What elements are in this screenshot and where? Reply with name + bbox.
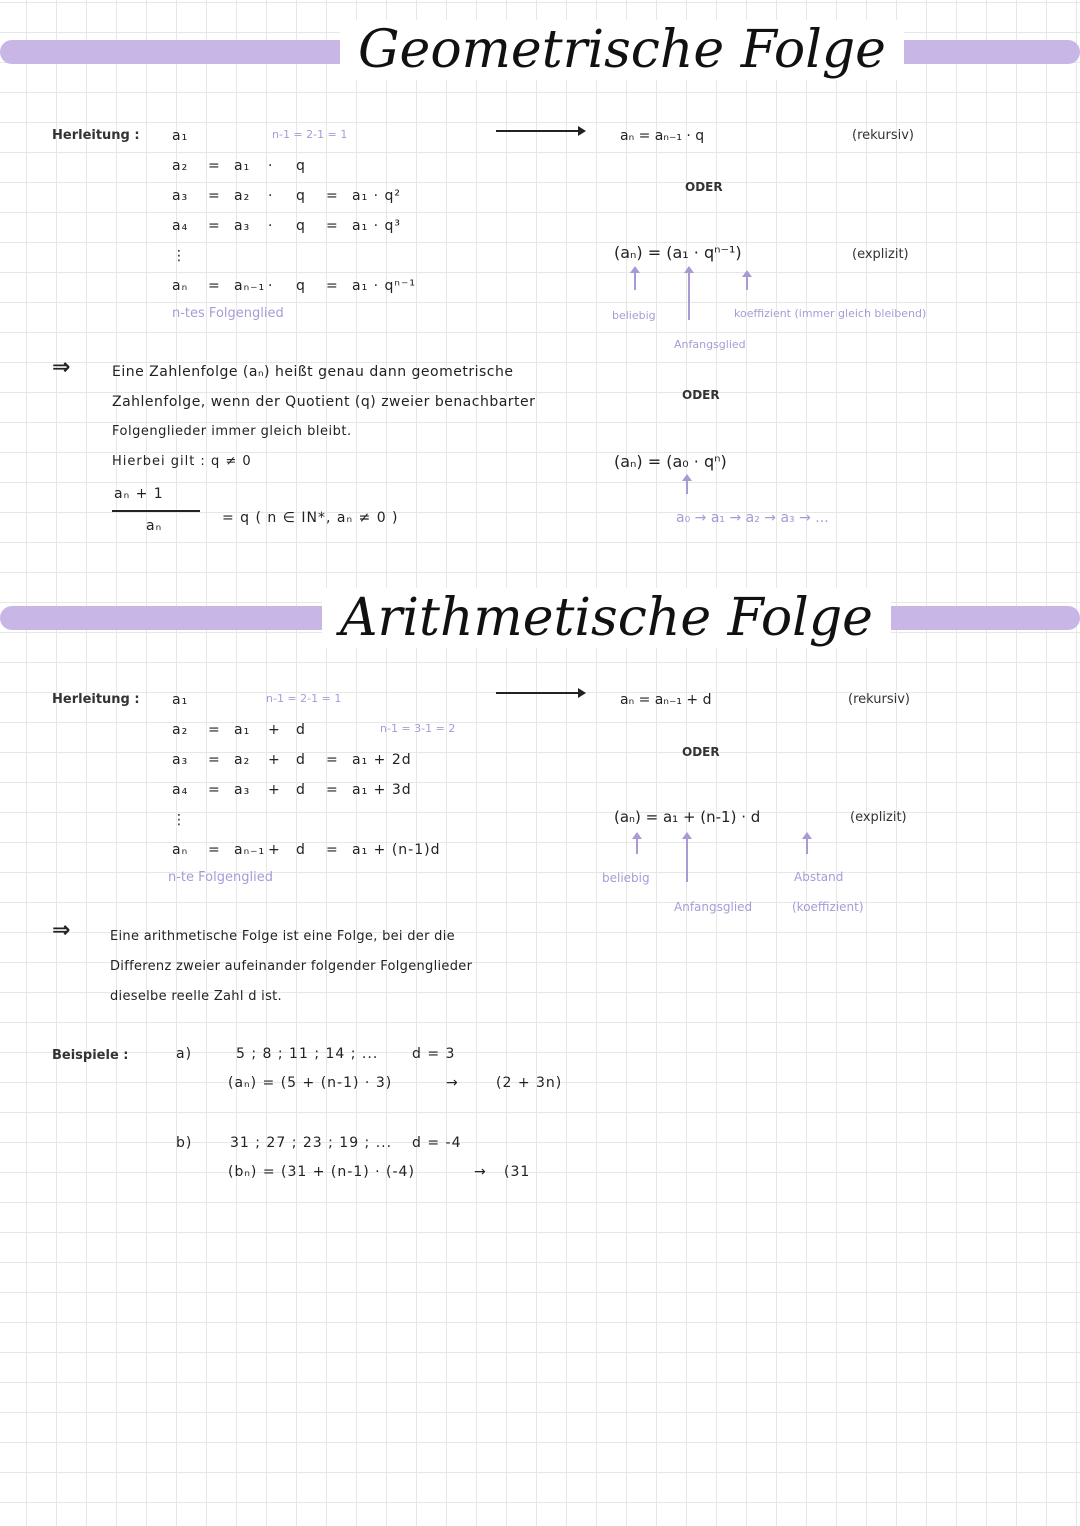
fraction-numerator: aₙ + 1 bbox=[114, 486, 164, 502]
arith-cell-r1-c2: a₁ bbox=[234, 722, 251, 738]
note-beliebig: beliebig bbox=[612, 309, 656, 322]
definition-line-3: Folgenglieder immer gleich bleibt. bbox=[112, 424, 352, 439]
geo-cell-r1-c2: a₁ bbox=[234, 158, 251, 174]
derivation-arrow bbox=[496, 130, 584, 132]
arith-cell-r5-c3: + bbox=[268, 842, 281, 858]
note-beliebig-2: beliebig bbox=[602, 871, 650, 885]
geo-cell-r3-c1: = bbox=[208, 218, 221, 234]
example-a-label: a) bbox=[176, 1046, 193, 1062]
arrow-a0 bbox=[686, 480, 688, 494]
arith-cell-r5-c4: d bbox=[296, 842, 306, 858]
herleitung-label: Herleitung : bbox=[52, 128, 140, 143]
geo-cell-r5-c5: = bbox=[326, 278, 339, 294]
example-a-formula: (aₙ) = (5 + (n-1) · 3) bbox=[228, 1075, 393, 1091]
arith-cell-r5-c0: aₙ bbox=[172, 842, 189, 858]
note-koeffizient-2: (koeffizient) bbox=[792, 900, 864, 914]
geo-cell-r0-c0: a₁ bbox=[172, 128, 189, 144]
oder-2: ODER bbox=[682, 388, 720, 402]
arith-cell-r2-c2: a₂ bbox=[234, 752, 251, 768]
nth-term-note: n-tes Folgenglied bbox=[172, 306, 284, 321]
index-note-2: n-1 = 3-1 = 2 bbox=[380, 722, 456, 735]
geo-cell-r3-c5: = bbox=[326, 218, 339, 234]
geo-cell-r3-c4: q bbox=[296, 218, 306, 234]
arith-cell-r1-c1: = bbox=[208, 722, 221, 738]
section-title-geometric: Geometrische Folge bbox=[340, 20, 904, 80]
arith-cell-r3-c4: d bbox=[296, 782, 306, 798]
recursive-label-2: (rekursiv) bbox=[848, 692, 910, 707]
geo-cell-r5-c3: · bbox=[268, 278, 274, 294]
arith-cell-r5-c5: = bbox=[326, 842, 339, 858]
geo-cell-r2-c4: q bbox=[296, 188, 306, 204]
arith-definition-line-1: Eine arithmetische Folge ist eine Folge, bei der die bbox=[110, 929, 455, 944]
arith-cell-r1-c4: d bbox=[296, 722, 306, 738]
implies-icon-2: ⇒ bbox=[52, 918, 71, 943]
derivation-arrow-2 bbox=[496, 692, 584, 694]
geo-cell-r5-c1: = bbox=[208, 278, 221, 294]
example-b-arrow: → bbox=[474, 1164, 487, 1180]
title-band-left-2 bbox=[0, 606, 340, 630]
definition-line-2: Zahlenfolge, wenn der Quotient (q) zweier benachbarter bbox=[112, 394, 536, 410]
example-b-d: d = -4 bbox=[412, 1135, 462, 1151]
arith-cell-r4-c0: ⋮ bbox=[172, 812, 187, 828]
geo-cell-r3-c3: · bbox=[268, 218, 274, 234]
geo-cell-r2-c3: · bbox=[268, 188, 274, 204]
arrow-anfangsglied-2 bbox=[686, 838, 688, 882]
fraction-rhs: = q ( n ∈ IN*, aₙ ≠ 0 ) bbox=[222, 510, 399, 526]
arith-definition-line-2: Differenz zweier aufeinander folgender Folgenglieder bbox=[110, 959, 473, 974]
arrow-koeffizient bbox=[746, 276, 748, 290]
arith-cell-r3-c0: a₄ bbox=[172, 782, 189, 798]
arith-cell-r3-c6: a₁ + 3d bbox=[352, 782, 412, 798]
arith-cell-r2-c4: d bbox=[296, 752, 306, 768]
example-b-result: (31 bbox=[504, 1164, 531, 1180]
recursive-label: (rekursiv) bbox=[852, 128, 914, 143]
oder-1: ODER bbox=[685, 180, 723, 194]
geo-cell-r5-c6: a₁ · qⁿ⁻¹ bbox=[352, 278, 417, 294]
nth-term-note-2: n-te Folgenglied bbox=[168, 870, 273, 885]
arith-cell-r5-c6: a₁ + (n-1)d bbox=[352, 842, 441, 858]
explicit-label: (explizit) bbox=[852, 247, 909, 262]
geo-cell-r3-c0: a₄ bbox=[172, 218, 189, 234]
recursive-formula: aₙ = aₙ₋₁ · q bbox=[620, 128, 705, 144]
arrow-anfangsglied bbox=[688, 272, 690, 320]
geo-cell-r5-c4: q bbox=[296, 278, 306, 294]
geo-cell-r3-c2: a₃ bbox=[234, 218, 251, 234]
arrow-abstand bbox=[806, 838, 808, 854]
index-note-1: n-1 = 2-1 = 1 bbox=[266, 692, 342, 705]
example-b-label: b) bbox=[176, 1135, 193, 1151]
fraction-denominator: aₙ bbox=[146, 518, 163, 534]
explicit-formula: (aₙ) = (a₁ · qⁿ⁻¹) bbox=[614, 243, 742, 262]
geo-cell-r1-c4: q bbox=[296, 158, 306, 174]
arrow-beliebig-2 bbox=[636, 838, 638, 854]
title-band-left bbox=[0, 40, 360, 64]
arith-cell-r1-c3: + bbox=[268, 722, 281, 738]
note-anfangsglied-2: Anfangsglied bbox=[674, 900, 753, 914]
geo-cell-r2-c0: a₃ bbox=[172, 188, 189, 204]
arith-cell-r2-c3: + bbox=[268, 752, 281, 768]
section-title-arithmetic: Arithmetische Folge bbox=[322, 588, 891, 648]
arith-cell-r3-c5: = bbox=[326, 782, 339, 798]
note-abstand: Abstand bbox=[794, 870, 844, 884]
geo-cell-r5-c2: aₙ₋₁ bbox=[234, 278, 266, 294]
note-anfangsglied: Anfangsglied bbox=[674, 338, 746, 351]
geo-cell-r1-c0: a₂ bbox=[172, 158, 189, 174]
example-b-sequence: 31 ; 27 ; 23 ; 19 ; ... bbox=[230, 1135, 393, 1151]
arith-cell-r5-c1: = bbox=[208, 842, 221, 858]
example-a-result: (2 + 3n) bbox=[496, 1075, 563, 1091]
index-note: n-1 = 2-1 = 1 bbox=[272, 128, 348, 141]
geo-cell-r1-c1: = bbox=[208, 158, 221, 174]
definition-line-1: Eine Zahlenfolge (aₙ) heißt genau dann geometrische bbox=[112, 364, 514, 380]
explicit-label-2: (explizit) bbox=[850, 810, 907, 825]
geo-cell-r2-c5: = bbox=[326, 188, 339, 204]
arith-cell-r2-c0: a₃ bbox=[172, 752, 189, 768]
example-a-arrow: → bbox=[446, 1075, 459, 1091]
arith-cell-r0-c0: a₁ bbox=[172, 692, 189, 708]
beispiele-label: Beispiele : bbox=[52, 1048, 129, 1063]
sequence-note: a₀ → a₁ → a₂ → a₃ → ... bbox=[676, 510, 829, 526]
example-a-d: d = 3 bbox=[412, 1046, 456, 1062]
geo-cell-r4-c0: ⋮ bbox=[172, 248, 187, 264]
arith-cell-r5-c2: aₙ₋₁ bbox=[234, 842, 266, 858]
herleitung-label-2: Herleitung : bbox=[52, 692, 140, 707]
geo-cell-r2-c6: a₁ · q² bbox=[352, 188, 402, 204]
arith-cell-r2-c6: a₁ + 2d bbox=[352, 752, 412, 768]
geo-cell-r5-c0: aₙ bbox=[172, 278, 189, 294]
explicit-formula-3: (aₙ) = a₁ + (n-1) · d bbox=[614, 808, 761, 826]
recursive-formula-2: aₙ = aₙ₋₁ + d bbox=[620, 692, 712, 708]
example-a-sequence: 5 ; 8 ; 11 ; 14 ; ... bbox=[236, 1046, 379, 1062]
arith-cell-r1-c0: a₂ bbox=[172, 722, 189, 738]
fraction-bar bbox=[112, 510, 200, 512]
arith-cell-r3-c3: + bbox=[268, 782, 281, 798]
example-b-formula: (bₙ) = (31 + (n-1) · (-4) bbox=[228, 1164, 415, 1180]
implies-icon: ⇒ bbox=[52, 355, 71, 380]
arith-cell-r2-c5: = bbox=[326, 752, 339, 768]
arith-cell-r2-c1: = bbox=[208, 752, 221, 768]
note-koeffizient: koeffizient (immer gleich bleibend) bbox=[734, 307, 927, 320]
arith-cell-r3-c1: = bbox=[208, 782, 221, 798]
arith-definition-line-3: dieselbe reelle Zahl d ist. bbox=[110, 989, 282, 1004]
geo-cell-r2-c2: a₂ bbox=[234, 188, 251, 204]
arith-cell-r3-c2: a₃ bbox=[234, 782, 251, 798]
condition: Hierbei gilt : q ≠ 0 bbox=[112, 454, 252, 469]
geo-cell-r2-c1: = bbox=[208, 188, 221, 204]
geo-cell-r1-c3: · bbox=[268, 158, 274, 174]
oder-3: ODER bbox=[682, 745, 720, 759]
geo-cell-r3-c6: a₁ · q³ bbox=[352, 218, 402, 234]
explicit-formula-2: (aₙ) = (a₀ · qⁿ) bbox=[614, 452, 727, 471]
arrow-beliebig bbox=[634, 272, 636, 290]
